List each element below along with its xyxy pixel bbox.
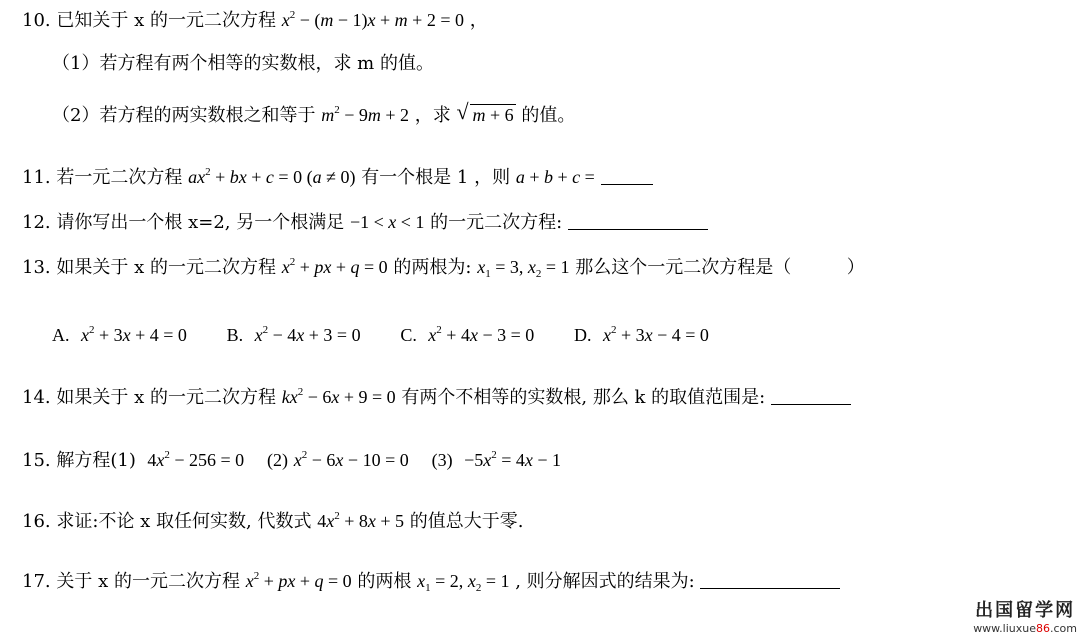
answer-blank	[700, 570, 840, 589]
formula: $m^2 - 9m + 2$	[321, 104, 409, 125]
formula: $4x^2 + 8x + 5$	[317, 510, 405, 531]
question-14: 14. 如果关于 x 的一元二次方程 $kx^2 - 6x + 9 = 0$ 有两个不相等的实数根, 那么 k 的取值范围是:	[22, 385, 851, 410]
choice-c: C. $x^2 + 4x - 3 = 0$	[400, 324, 535, 345]
question-13: 13. 如果关于 x 的一元二次方程 $x^2$ + px + q = 0 的两根为: $x_1 = 3$, $x_2 = 1$ 那么这个一元二次方程是（ ）	[22, 256, 865, 280]
question-stem: 已知关于 x 的一元二次方程	[56, 10, 276, 31]
formula: $4x^2 - 256 = 0$	[147, 449, 245, 470]
answer-blank	[771, 386, 851, 405]
formula: $x^2$ + px + q = 0	[281, 256, 388, 277]
question-12: 12. 请你写出一个根 x=2, 另一个根满足 −1 < x < 1 的一元二次方程:	[22, 210, 708, 235]
formula: $x_1 = 3$, $x_2 = 1$	[477, 257, 570, 280]
site-watermark	[973, 596, 1077, 635]
formula: a + b + c =	[515, 167, 595, 187]
choice-b: B. $x^2 - 4x + 3 = 0$	[226, 324, 361, 345]
question-10-part-1: （1）若方程有两个相等的实数根，求 m 的值。	[52, 53, 434, 74]
choice-a: A. $x^2 + 3x + 4 = 0$	[52, 324, 187, 345]
formula: $x_1 = 2$, $x_2 = 1$	[417, 571, 510, 594]
formula: −1 < x < 1	[349, 212, 425, 232]
watermark-title: 出国留学网	[975, 600, 1076, 621]
question-16: 16. 求证:不论 x 取任何实数, 代数式 $4x^2 + 8x + 5$ 的值总大于零.	[22, 510, 524, 532]
question-13-choices	[52, 323, 743, 348]
answer-blank	[601, 166, 653, 185]
question-10: 10. 已知关于 x 的一元二次方程 $x^2 - (m - 1)x + m + 2 = 0$ ，	[22, 9, 488, 31]
sqrt-expression: √ m + 6	[456, 99, 514, 125]
formula: $x^2 - (m - 1)x + m + 2 = 0$	[281, 9, 464, 30]
question-11: 11. 若一元二次方程 $ax^2$ + bx + c = 0 (a ≠ 0) 有一个根是 1 ，则 a + b + c =	[22, 165, 653, 190]
watermark-url: www.liuxue86.com	[973, 622, 1077, 635]
formula: $x^2$ + px + q = 0	[245, 570, 352, 591]
formula: $ax^2$ + bx + c = 0 (a ≠ 0)	[188, 166, 356, 187]
answer-blank	[568, 211, 708, 230]
choice-d: D. $x^2 + 3x - 4 = 0$	[574, 324, 709, 345]
question-17: 17. 关于 x 的一元二次方程 $x^2$ + px + q = 0 的两根 $x_1 = 2$, $x_2 = 1$ , 则分解因式的结果为:	[22, 569, 840, 594]
formula: $x^2 - 6x - 10 = 0$	[293, 449, 409, 470]
question-15: 15. 解方程(1) $4x^2 - 256 = 0$ (2) $x^2 - 6x - 10 = 0$ $(3) -5x^2 = 4x - 1$	[22, 449, 562, 471]
question-10-part-2: （2）若方程的两实数根之和等于 $m^2 - 9m + 2$ ，求 √ m + 6 的值。	[52, 99, 576, 126]
formula: $-5x^2 = 4x - 1$	[464, 449, 562, 470]
question-number: 10.	[22, 10, 51, 31]
formula: $kx^2 - 6x + 9 = 0$	[281, 386, 396, 407]
